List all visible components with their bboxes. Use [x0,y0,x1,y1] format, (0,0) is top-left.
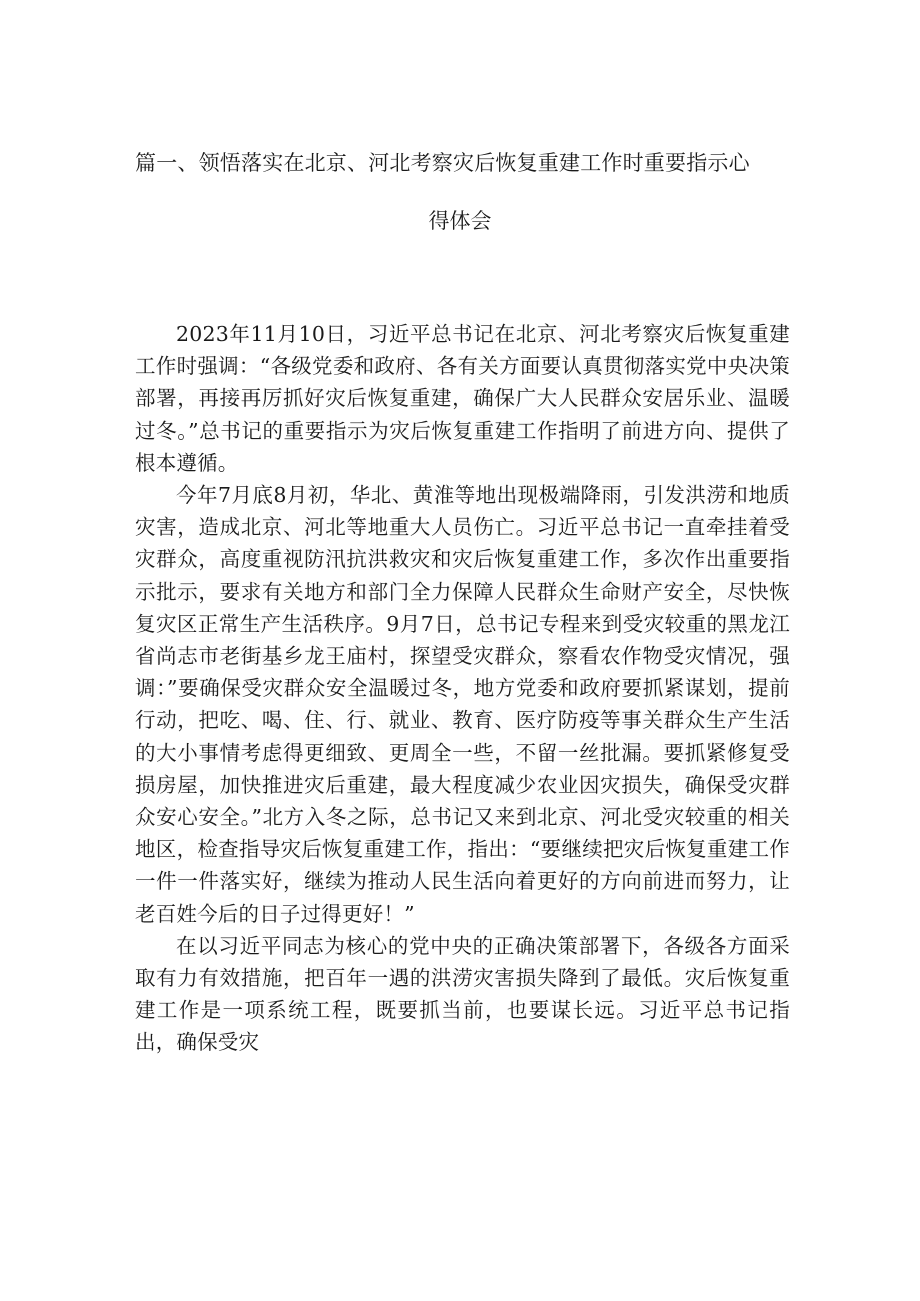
body-paragraph: 今年7月底8月初，华北、黄淮等地出现极端降雨，引发洪涝和地质灾害，造成北京、河北等地重大人员伤亡。习近平总书记一直牵挂着受灾群众，高度重视防汛抗洪救灾和灾后恢复重建工作，多次作出重要指示批示，要求有关地方和部门全力保障人民群众生命财产安全，尽快恢复灾区正常生产生活秩序。9月7日，总书记专程来到受灾较重的黑龙江省尚志市老街基乡龙王庙村，探望受灾群众，察看农作物受灾情况，强调：”要确保受灾群众安全温暖过冬，地方党委和政府要抓紧谋划，提前行动，把吃、喝、住、行、就业、教育、医疗防疫等事关群众生产生活的大小事情考虑得更细致、更周全一些，不留一丝批漏。要抓紧修复受损房屋，加快推进灾后重建，最大程度减少农业因灾损失，确保受灾群众安心安全。”北方入冬之际，总书记又来到北京、河北受灾较重的相关地区，检查指导灾后恢复重建工作，指出：“要继续把灾后恢复重建工作一件一件落实好，继续为推动人民生活向着更好的方向前进而努力，让老百姓今后的日子过得更好！” [135,483,790,926]
body-paragraph: 在以习近平同志为核心的党中央的正确决策部署下，各级各方面采取有力有效措施，把百年一遇的洪涝灾害损失降到了最低。灾后恢复重建工作是一项系统工程，既要抓当前，也要谋长远。习近平总书记指出，确保受灾 [135,933,790,1055]
document-title-line2: 得体会 [428,209,492,233]
document-title-line1: 篇一、领悟落实在北京、河北考察灾后恢复重建工作时重要指示心 [135,151,750,175]
document-body [135,318,790,1059]
body-paragraph: 2023年11月10日，习近平总书记在北京、河北考察灾后恢复重建工作时强调：“各级党委和政府、各有关方面要认真贯彻落实党中央决策部署，再接再厉抓好灾后恢复重建，确保广大人民群众安居乐业、温暖过冬。”总书记的重要指示为灾后恢复重建工作指明了前进方向、提供了根本遵循。 [135,322,790,475]
